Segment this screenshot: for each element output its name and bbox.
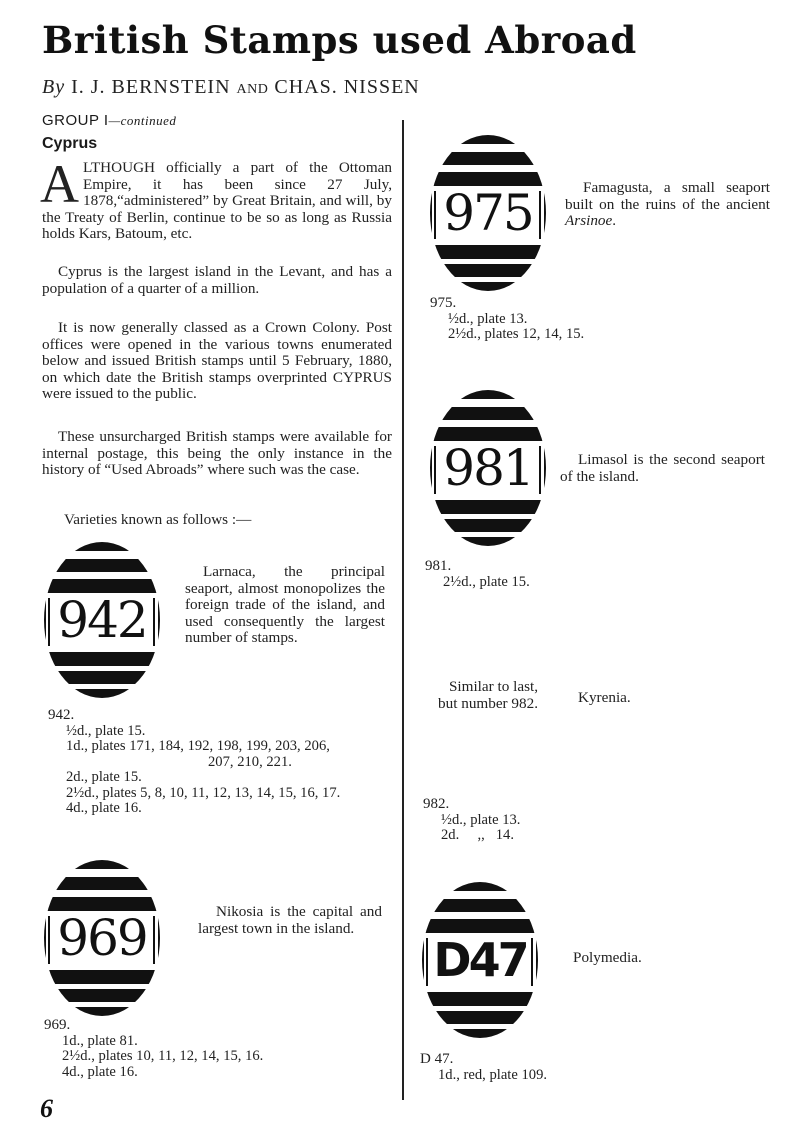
group-continued: —continued	[108, 113, 177, 128]
stamp-bar	[42, 877, 162, 890]
byline-and: AND	[236, 82, 269, 97]
entry-line: 2½d., plates 10, 11, 12, 14, 15, 16.	[62, 1048, 264, 1064]
entry-heading: D 47.	[420, 1051, 454, 1067]
entry-heading: 942.	[48, 707, 75, 723]
stamp-number: 969	[57, 909, 147, 967]
stamp-bar	[428, 133, 548, 144]
intro-paragraph-1-text: LTHOUGH officially a part of the Ottoman Empire, it has been since 27 July, 1878,“administered” by Great Britain, and will, by the Treaty of Berlin, continue to be so as long as Russia holds Kars, Batoum, etc.	[42, 159, 392, 242]
entry-line: 1d., plate 81.	[62, 1032, 138, 1049]
byline-author-2: CHAS. NISSEN	[274, 76, 420, 98]
stamp-bar	[428, 519, 548, 532]
page-number: 6	[40, 1094, 53, 1123]
entry-line: ½d., plate 15.	[66, 722, 146, 739]
stamp-bar	[42, 689, 162, 700]
stamp-bar	[428, 282, 548, 293]
postmark-stamp-981	[428, 388, 548, 548]
stamp-bar	[420, 1011, 540, 1024]
stamp-bar	[428, 500, 548, 514]
entry-line: 2d. ,, 14.	[441, 827, 514, 843]
stamp-bar	[42, 671, 162, 684]
entry-description-end: .	[612, 212, 617, 229]
entry-list-982	[423, 797, 520, 844]
entry-line: 207, 210, 221.	[208, 753, 292, 770]
stamp-bar	[428, 264, 548, 277]
stamp-bar	[42, 989, 162, 1002]
entry-description-982: Kyrenia.	[578, 689, 631, 706]
stamp-bar	[428, 407, 548, 420]
entry-description-italic: Arsinoe	[565, 212, 613, 229]
byline-author-1: I. J. BERNSTEIN	[71, 76, 231, 98]
entry-line: ½d., plate 13.	[441, 811, 521, 828]
column-divider	[402, 120, 404, 1100]
postmark-stamp-d47	[420, 880, 540, 1040]
similar-line-2: but number 982.	[438, 694, 538, 712]
entry-list-942	[48, 708, 340, 817]
entry-description-969: Nikosia is the capital and largest town in the island.	[198, 903, 382, 937]
entry-line: 2½d., plates 12, 14, 15.	[448, 326, 585, 342]
byline	[42, 76, 420, 99]
stamp-bar	[42, 540, 162, 551]
entry-description-text: Famagusta, a small seaport built on the ruins of the ancient	[565, 179, 770, 213]
entry-heading: 982.	[423, 796, 450, 812]
similar-line-1: Similar to last,	[448, 678, 538, 695]
stamp-number: D47	[433, 933, 527, 987]
entry-line: 2½d., plate 15.	[443, 573, 530, 590]
stamp-bar	[42, 652, 162, 666]
postmark-stamp-969	[42, 858, 162, 1018]
stamp-bar	[420, 899, 540, 912]
byline-by: By	[42, 76, 66, 98]
stamp-bar	[428, 388, 548, 399]
stamp-bar	[420, 919, 540, 933]
entry-similar-982	[412, 679, 538, 712]
entry-heading: 969.	[44, 1017, 71, 1033]
varieties-heading: Varieties known as follows :—	[64, 511, 252, 528]
stamp-bar	[42, 970, 162, 984]
entry-description-942: Larnaca, the principal seaport, almost monopolizes the foreign trade of the island, and used consequently the largest number of stamps.	[185, 563, 385, 646]
entry-list-d47	[420, 1052, 547, 1083]
postmark-stamp-975	[428, 133, 548, 293]
stamp-bar	[420, 880, 540, 891]
entry-line: 4d., plate 16.	[66, 800, 142, 816]
entry-list-975	[430, 296, 584, 343]
entry-line: 1d., plates 171, 184, 192, 198, 199, 203, 206,	[66, 738, 330, 754]
entry-line: 2d., plate 15.	[66, 769, 142, 785]
stamp-bar	[428, 245, 548, 259]
stamp-bar	[42, 858, 162, 869]
entry-heading: 981.	[425, 558, 452, 574]
stamp-number: 975	[443, 184, 533, 242]
entry-list-969	[44, 1018, 263, 1080]
entry-line: 1d., red, plate 109.	[438, 1066, 548, 1083]
stamp-bar	[420, 992, 540, 1006]
entry-line: ½d., plate 13.	[448, 310, 528, 327]
intro-paragraph-1	[40, 154, 392, 243]
stamp-bar	[42, 559, 162, 572]
stamp-bar	[420, 1029, 540, 1040]
stamp-bar	[428, 537, 548, 548]
drop-cap: A	[40, 154, 79, 214]
entry-list-981	[425, 559, 530, 590]
stamp-bar	[428, 152, 548, 165]
entry-description-d47: Polymedia.	[573, 949, 642, 966]
entry-description-981: Limasol is the second seaport of the island.	[560, 451, 765, 485]
stamp-number: 942	[57, 591, 147, 649]
intro-paragraph-3: It is now generally classed as a Crown Colony. Post offices were opened in the various towns enumerated below and issued British stamps until 5 February, 1880, on which date the British stamps overprinted CYPRUS were issued to the public.	[42, 319, 392, 402]
stamp-number: 981	[443, 439, 533, 497]
entry-heading: 975.	[430, 295, 457, 311]
intro-paragraph-4: These unsurcharged British stamps were available for internal postage, this being the only instance in the history of “Used Abroads” where such was the case.	[42, 428, 392, 478]
entry-description-975	[565, 180, 770, 230]
group-heading	[42, 112, 176, 129]
entry-line: 4d., plate 16.	[62, 1063, 138, 1080]
postmark-stamp-942	[42, 540, 162, 700]
article-title: British Stamps used Abroad	[42, 18, 637, 62]
section-heading: Cyprus	[42, 135, 98, 152]
entry-line: 2½d., plates 5, 8, 10, 11, 12, 13, 14, 15, 16, 17.	[66, 784, 341, 801]
intro-paragraph-2: Cyprus is the largest island in the Levant, and has a population of a quarter of a million.	[42, 263, 392, 297]
group-label: GROUP I	[42, 112, 109, 129]
